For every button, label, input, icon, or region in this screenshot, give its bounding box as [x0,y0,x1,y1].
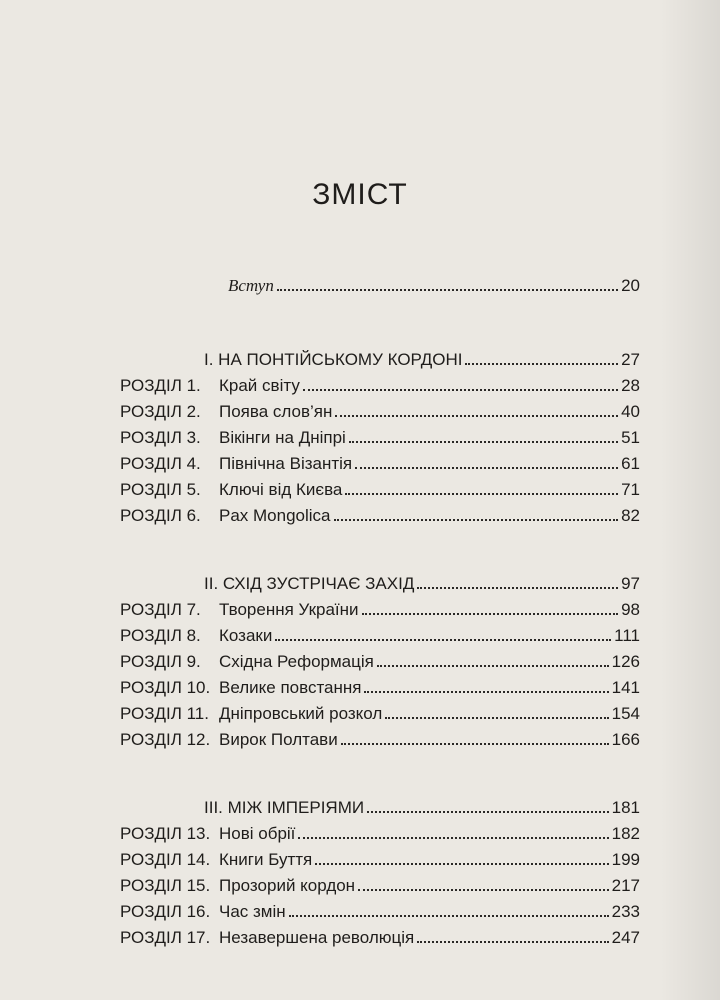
toc-chapter-entry[interactable] [120,448,640,474]
dot-leader [349,441,618,443]
dot-leader [289,915,609,917]
toc-chapter-entry[interactable] [120,474,640,500]
part-title: III. МІЖ ІМПЕРІЯМИ [204,798,365,817]
toc-page-number: 71 [621,480,640,499]
chapter-title: Прозорий кордон [219,876,356,895]
toc-page-number: 199 [611,850,640,869]
toc-page-number: 20 [621,276,640,295]
toc-chapter-entry[interactable] [120,724,640,750]
dot-leader [334,519,619,521]
chapter-number: РОЗДІЛ 6. [120,506,201,525]
toc-chapter-entry[interactable] [120,922,640,948]
toc-page-number: 126 [611,652,640,671]
chapter-title: Вирок Полтави [219,730,338,749]
dot-leader [298,837,608,839]
chapter-title: Творення України [219,600,359,619]
toc-chapter-entry[interactable] [120,500,640,526]
toc-page-number: 166 [611,730,640,749]
chapter-number: РОЗДІЛ 13. [120,824,211,843]
toc-chapter-entry[interactable] [120,870,640,896]
chapter-title: Поява слов’ян [219,402,333,421]
chapter-number: РОЗДІЛ 5. [120,480,201,499]
dot-leader [367,811,609,813]
chapter-title: Східна Реформація [219,652,374,671]
dot-leader [335,415,618,417]
dot-leader [315,863,608,865]
chapter-title: Край світу [219,376,300,395]
part-title: I. НА ПОНТІЙСЬКОМУ КОРДОНІ [204,350,463,369]
toc-chapter-entry[interactable] [120,620,640,646]
chapter-title: Незавершена революція [219,928,415,947]
toc-part-heading[interactable] [204,344,640,370]
toc-page-number: 154 [611,704,640,723]
toc-entry-title: Вступ [228,276,274,295]
chapter-title: Велике повстання [219,678,362,697]
chapter-number: РОЗДІЛ 16. [120,902,211,921]
chapter-title: Вікінги на Дніпрі [219,428,346,447]
chapter-number: РОЗДІЛ 14. [120,850,211,869]
chapter-number: РОЗДІЛ 7. [120,600,201,619]
toc-page-number: 111 [614,626,640,645]
dot-leader [345,493,618,495]
chapter-number: РОЗДІЛ 2. [120,402,201,421]
dot-leader [465,363,618,365]
toc-chapter-entry[interactable] [120,844,640,870]
dot-leader [362,613,619,615]
chapter-title: Книги Буття [219,850,313,869]
toc-page-number: 141 [611,678,640,697]
toc-page-number: 61 [621,454,640,473]
dot-leader [358,889,609,891]
dot-leader [364,691,608,693]
chapter-number: РОЗДІЛ 3. [120,428,201,447]
chapter-number: РОЗДІЛ 15. [120,876,211,895]
toc-page-number: 182 [611,824,640,843]
toc-page-number: 247 [611,928,640,947]
chapter-title: Північна Візантія [219,454,353,473]
toc-page-number: 28 [621,376,640,395]
dot-leader [417,941,608,943]
dot-leader [355,467,618,469]
chapter-title: Дніпровський розкол [219,704,383,723]
toc-chapter-entry[interactable] [120,594,640,620]
dot-leader [341,743,609,745]
chapter-number: РОЗДІЛ 17. [120,928,211,947]
toc-page-number: 217 [611,876,640,895]
chapter-number: РОЗДІЛ 8. [120,626,201,645]
toc-page-number: 51 [621,428,640,447]
toc-chapter-entry[interactable] [120,896,640,922]
chapter-title: Час змін [219,902,286,921]
toc-page-number: 27 [621,350,640,369]
part-title: II. СХІД ЗУСТРІЧАЄ ЗАХІД [204,574,415,593]
chapter-number: РОЗДІЛ 11. [120,704,209,723]
toc-page-number: 97 [621,574,640,593]
toc-chapter-entry[interactable] [120,396,640,422]
toc-page-number: 98 [621,600,640,619]
toc-chapter-entry[interactable] [120,672,640,698]
chapter-number: РОЗДІЛ 9. [120,652,201,671]
toc-chapter-entry[interactable] [120,698,640,724]
toc-page-number: 40 [621,402,640,421]
chapter-number: РОЗДІЛ 10. [120,678,211,697]
dot-leader [417,587,618,589]
toc-page-number: 181 [611,798,640,817]
toc-entry-intro[interactable] [228,270,640,296]
page-edge-shadow [660,0,720,1000]
dot-leader [385,717,608,719]
toc-chapter-entry[interactable] [120,370,640,396]
chapter-number: РОЗДІЛ 12. [120,730,211,749]
toc-part-heading[interactable] [204,792,640,818]
chapter-title: Козаки [219,626,273,645]
chapter-title: Pax Mongolica [219,506,331,525]
toc-chapter-entry[interactable] [120,818,640,844]
chapter-title: Ключі від Києва [219,480,343,499]
toc-chapter-entry[interactable] [120,646,640,672]
dot-leader [377,665,609,667]
toc-part-heading[interactable] [204,568,640,594]
toc-page-number: 233 [611,902,640,921]
toc-page-number: 82 [621,506,640,525]
dot-leader [303,389,618,391]
chapter-number: РОЗДІЛ 4. [120,454,201,473]
dot-leader [277,289,618,291]
chapter-number: РОЗДІЛ 1. [120,376,201,395]
page-title: ЗМІСТ [312,178,408,211]
dot-leader [275,639,611,641]
chapter-title: Нові обрії [219,824,296,843]
toc-chapter-entry[interactable] [120,422,640,448]
